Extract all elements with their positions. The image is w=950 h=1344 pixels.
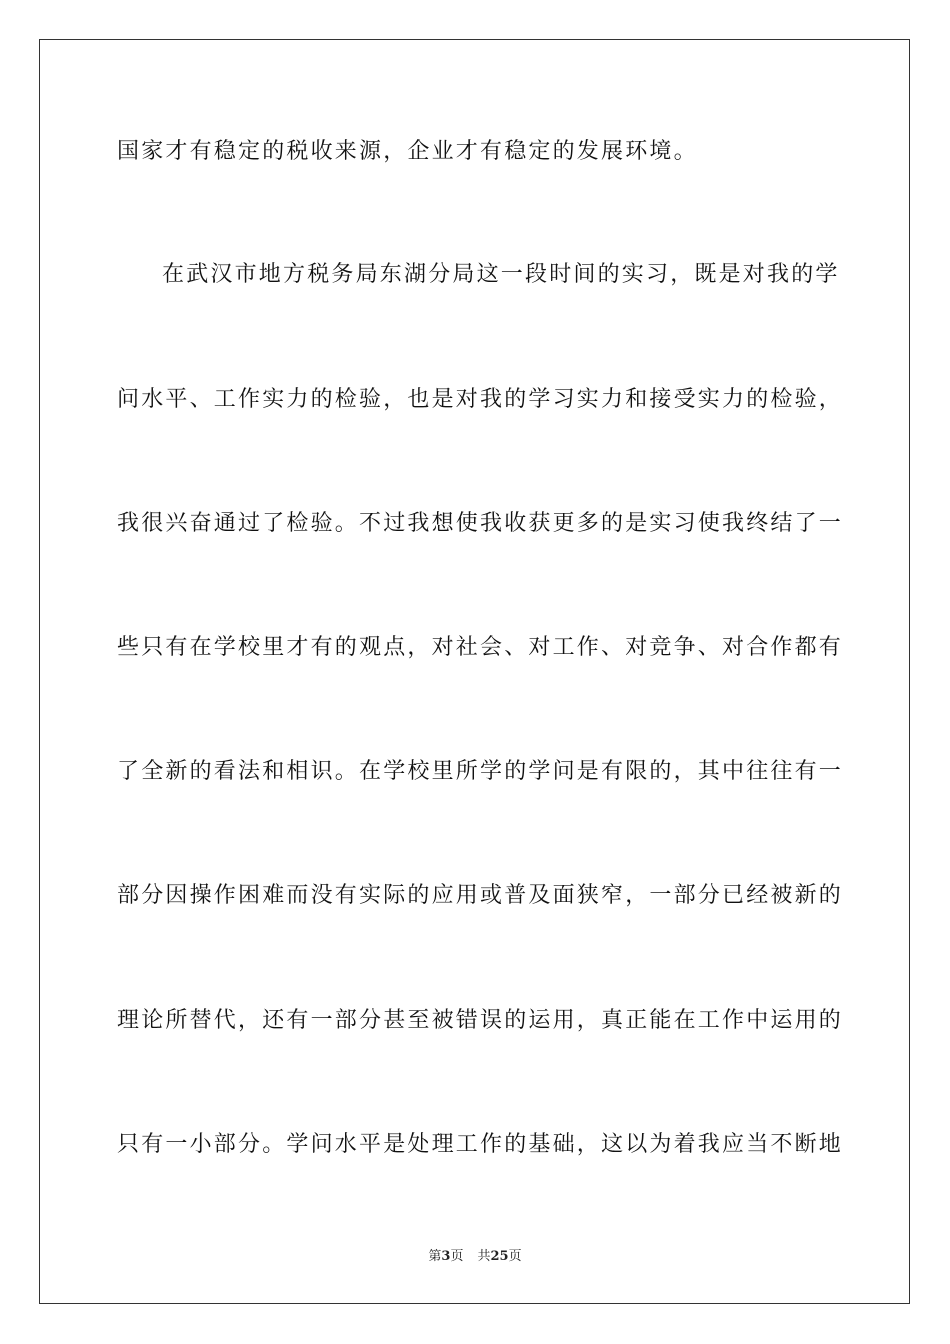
paragraph-line-6: 了全新的看法和相识。在学校里所学的学问是有限的，其中往往有一: [117, 759, 844, 784]
footer-total-prefix: 共: [477, 1249, 491, 1264]
footer-page-number: 3: [441, 1249, 451, 1264]
paragraph-line-5: 些只有在学校里才有的观点，对社会、对工作、对竞争、对合作都有: [117, 635, 844, 660]
paragraph-line-4: 我很兴奋通过了检验。不过我想使我收获更多的是实习使我终结了一: [117, 511, 844, 536]
paragraph-line-9: 只有一小部分。学问水平是处理工作的基础，这以为着我应当不断地: [117, 1132, 844, 1157]
paragraph-line-8: 理论所替代，还有一部分甚至被错误的运用，真正能在工作中运用的: [117, 1008, 844, 1033]
paragraph-line-2: 在武汉市地方税务局东湖分局这一段时间的实习，既是对我的学: [162, 262, 840, 287]
footer-page-suffix: 页: [450, 1249, 464, 1264]
page-border: [39, 39, 910, 1304]
page-footer: [0, 1248, 950, 1266]
paragraph-line-1: 国家才有稳定的税收来源，企业才有稳定的发展环境。: [117, 139, 698, 164]
footer-page-prefix: 第: [428, 1249, 442, 1264]
paragraph-line-7: 部分因操作困难而没有实际的应用或普及面狭窄，一部分已经被新的: [117, 883, 844, 908]
footer-total-pages: 25: [490, 1249, 509, 1264]
footer-total-suffix: 页: [508, 1249, 522, 1264]
paragraph-line-3: 问水平、工作实力的检验，也是对我的学习实力和接受实力的检验，: [117, 387, 844, 412]
